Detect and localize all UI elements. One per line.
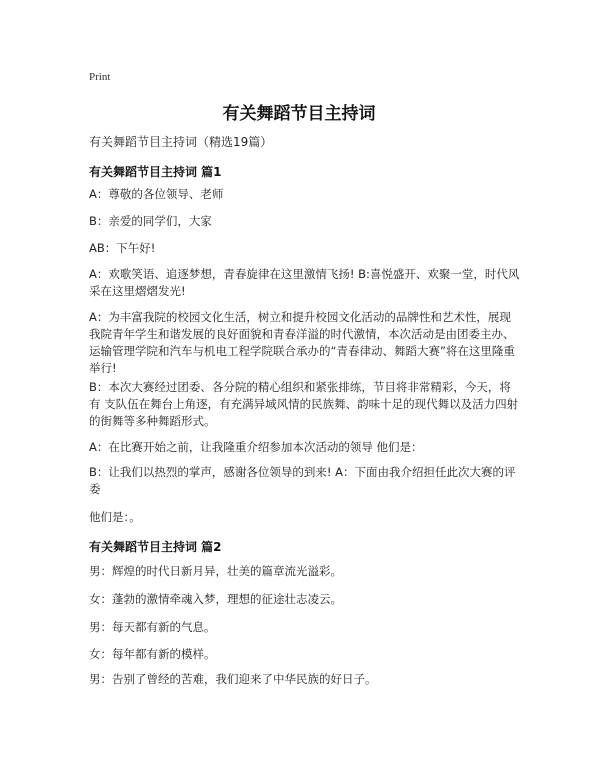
paragraph: 女：蓬勃的激情牵魂入梦，理想的征途壮志凌云。: [89, 592, 342, 606]
paragraph: B：本次大赛经过团委、各分院的精心组织和紧张排练，节目将非常精彩，今天，将有 支队伍在舞台上角逐，有充满异域风情的民族舞、韵味十足的现代舞以及活力四射的街舞等多种舞蹈形式。: [89, 380, 519, 428]
document-subtitle: 有关舞蹈节目主持词（精选19篇）: [89, 135, 273, 149]
paragraph: 男：辉煌的时代日新月异，壮美的篇章流光溢彩。: [89, 564, 342, 578]
paragraph: B：亲爱的同学们，大家: [89, 214, 212, 228]
page-title: 有关舞蹈节目主持词: [222, 104, 376, 124]
paragraph: 男：每天都有新的气息。: [89, 620, 216, 634]
paragraph: 男：告别了曾经的苦难，我们迎来了中华民族的好日子。: [89, 672, 377, 686]
section-heading-1: 有关舞蹈节目主持词 篇1: [89, 165, 222, 179]
section-heading-2: 有关舞蹈节目主持词 篇2: [89, 540, 222, 554]
paragraph: 他们是：。: [89, 510, 141, 524]
print-link[interactable]: Print: [89, 71, 111, 83]
paragraph: A：欢歌笑语、追逐梦想，青春旋律在这里激情飞扬! B:喜悦盛开、欢聚一堂，时代风采在这里熠熠发光!: [89, 267, 520, 298]
paragraph: B：让我们以热烈的掌声，感谢各位领导的到来! A：下面由我介绍担任此次大赛的评委: [89, 465, 516, 496]
paragraph: AB：下午好!: [89, 241, 156, 255]
paragraph: A：尊敬的各位领导、老师: [89, 187, 224, 201]
paragraph: 女：每年都有新的模样。: [89, 647, 216, 661]
paragraph: A：在比赛开始之前，让我隆重介绍参加本次活动的领导 他们是：: [89, 440, 423, 454]
paragraph: A：为丰富我院的校园文化生活，树立和提升校园文化活动的品牌性和艺术性，展现我院青年学生和谐发展的良好面貌和青春洋溢的时代激情，本次活动是由团委主办、运输管理学院和汽车与机电工程学院联合承办的“青春律动、舞蹈大赛”将在这里隆重举行!: [89, 310, 515, 375]
